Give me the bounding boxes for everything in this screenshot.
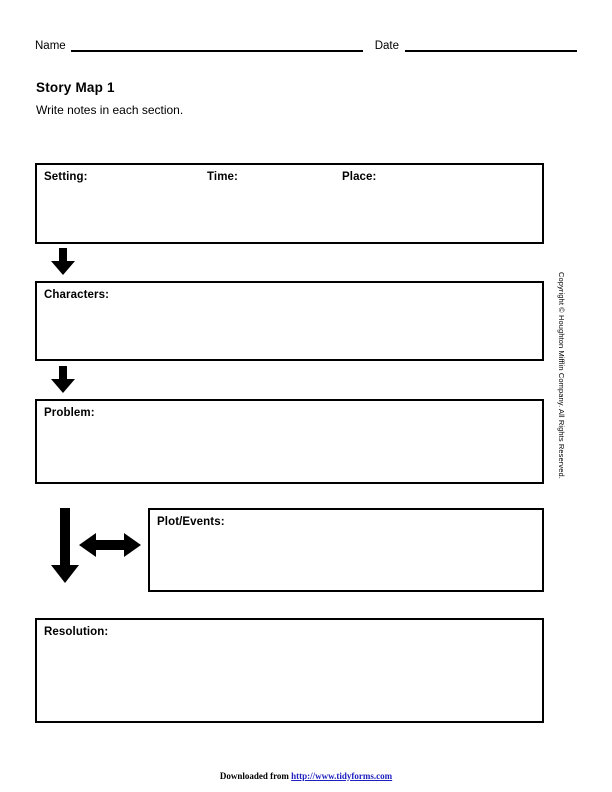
arrow-down-icon bbox=[50, 248, 76, 276]
section-box-problem[interactable] bbox=[35, 399, 544, 484]
arrow-left-right-icon bbox=[79, 530, 141, 560]
section-label-problem: Problem: bbox=[44, 407, 95, 419]
section-label-resolution: Resolution: bbox=[44, 626, 109, 638]
section-label-setting: Setting: bbox=[44, 171, 88, 183]
arrow-down-long-icon bbox=[50, 508, 80, 584]
date-label: Date bbox=[374, 40, 399, 52]
name-write-line[interactable] bbox=[71, 50, 363, 52]
footer-source-link[interactable]: http://www.tidyforms.com bbox=[291, 771, 393, 781]
section-box-setting[interactable] bbox=[35, 163, 544, 244]
section-label-place: Place: bbox=[342, 171, 377, 183]
page-title: Story Map 1 bbox=[36, 80, 115, 95]
name-label: Name bbox=[35, 40, 66, 52]
section-box-characters[interactable] bbox=[35, 281, 544, 361]
section-label-characters: Characters: bbox=[44, 289, 110, 301]
page-subtitle: Write notes in each section. bbox=[36, 103, 184, 117]
arrow-down-icon bbox=[50, 366, 76, 394]
section-label-time: Time: bbox=[207, 171, 238, 183]
header-name-date-row bbox=[35, 34, 578, 54]
footer-attribution bbox=[0, 771, 612, 781]
section-box-resolution[interactable] bbox=[35, 618, 544, 723]
footer-prefix: Downloaded from bbox=[219, 771, 292, 781]
copyright-notice: Copyright © Houghton Mifflin Company. All Rights Reserved. bbox=[557, 272, 566, 479]
section-box-plot-events[interactable] bbox=[148, 508, 544, 592]
date-write-line[interactable] bbox=[405, 50, 577, 52]
section-label-plot-events: Plot/Events: bbox=[157, 516, 225, 528]
